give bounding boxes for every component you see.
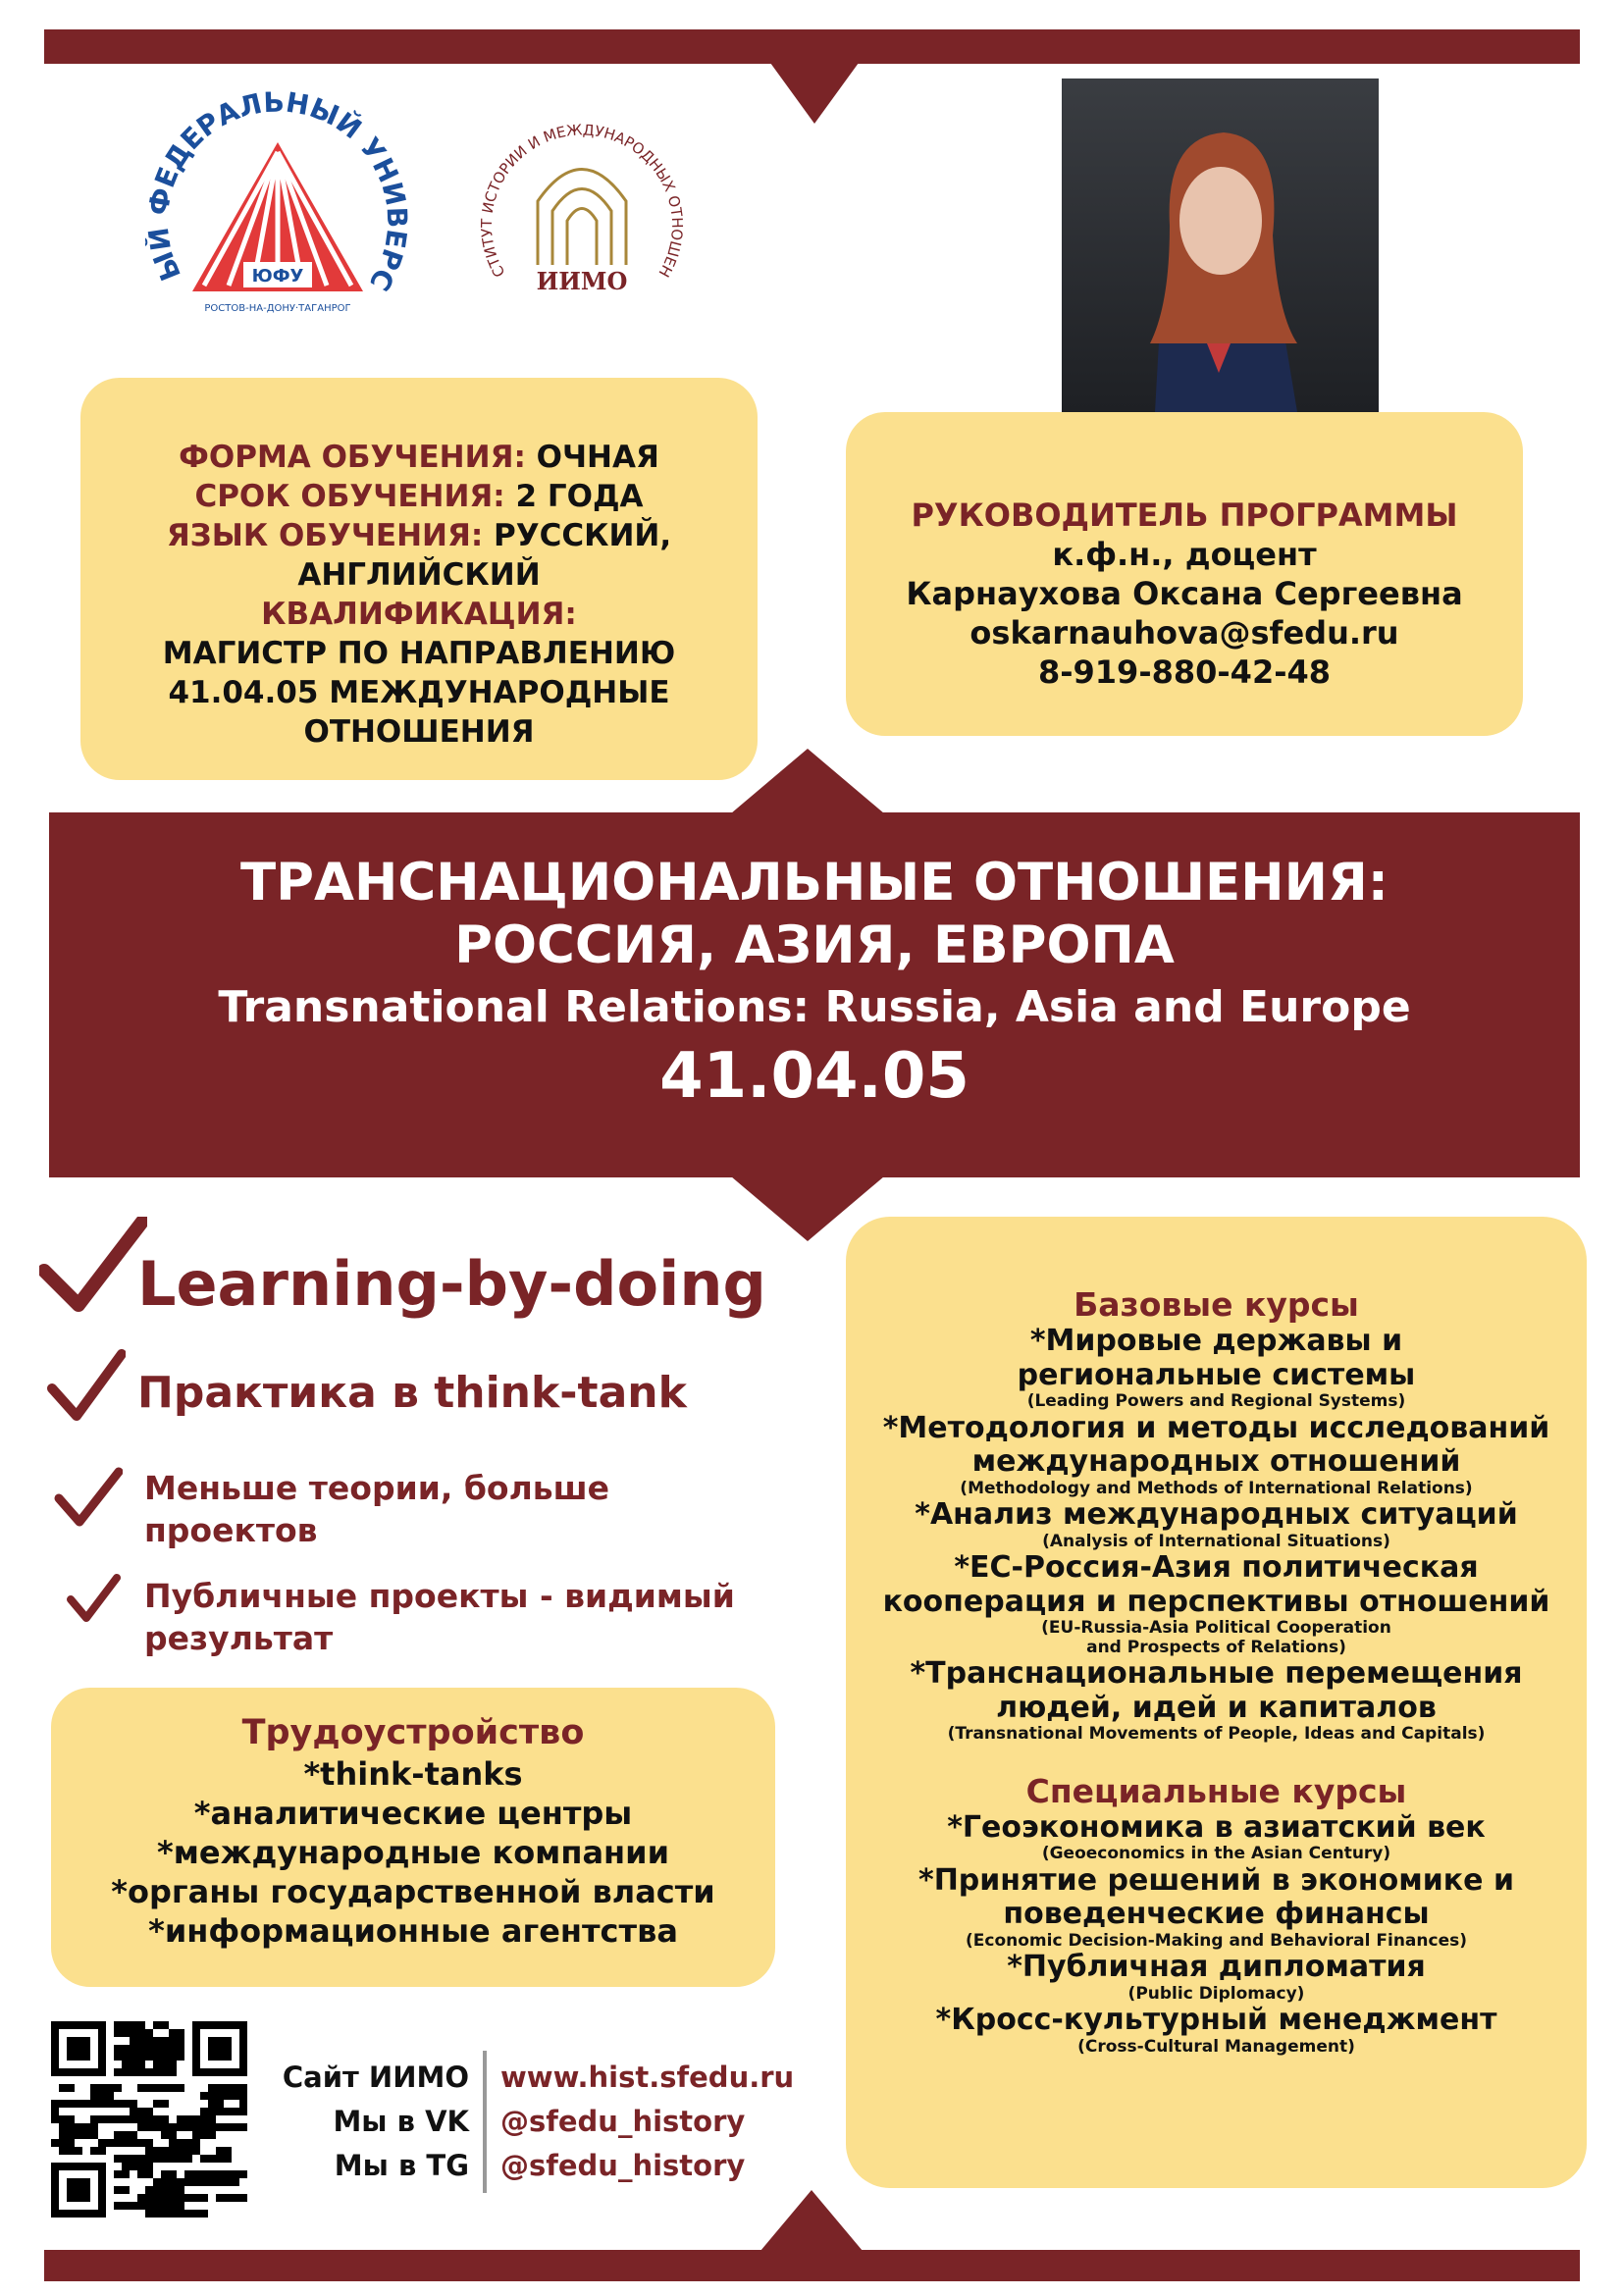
iimo-logo: [469, 108, 695, 334]
course-item: *Кросс-культурный менеджмент: [935, 2003, 1497, 2038]
feature-public-projects-1: Публичные проекты - видимый: [144, 1577, 735, 1615]
term-label: СРОК ОБУЧЕНИЯ:: [194, 479, 505, 514]
sfedu-city: РОСТОВ-НА-ДОНУ·ТАГАНРОГ: [204, 303, 351, 314]
employment-item: *think-tanks: [303, 1755, 523, 1793]
iimo-abbr: ИИМО: [536, 267, 628, 295]
banner-line-2: РОССИЯ, АЗИЯ, ЕВРОПА: [454, 915, 1175, 975]
employment-item: *аналитические центры: [193, 1795, 633, 1832]
course-item-en: (Analysis of International Situations): [1042, 1531, 1390, 1551]
program-head-photo: [1062, 78, 1379, 412]
program-head-text: [846, 496, 1523, 692]
contacts-values: [500, 2056, 794, 2188]
sfedu-abbr: ЮФУ: [251, 266, 304, 287]
tg-label: Мы в TG: [334, 2149, 469, 2182]
courses-text: [846, 1285, 1587, 2057]
lang-value-2: АНГЛИЙСКИЙ: [297, 557, 541, 593]
employment-title: Трудоустройство: [241, 1713, 585, 1752]
term-value: 2 ГОДА: [515, 479, 644, 514]
employment-text: [51, 1711, 775, 1951]
feature-learning-by-doing: Learning-by-doing: [137, 1248, 766, 1320]
vk-link[interactable]: @sfedu_history: [500, 2105, 746, 2138]
form-value: ОЧНАЯ: [536, 440, 659, 475]
bottom-bar-notch: [760, 2190, 863, 2251]
program-head-phone: 8-919-880-42-48: [1037, 653, 1332, 691]
base-courses-title: Базовые курсы: [1074, 1285, 1359, 1324]
feature-less-theory-1: Меньше теории, больше: [144, 1469, 610, 1507]
program-head-name: Карнаухова Оксана Сергеевна: [906, 575, 1463, 612]
course-item: людей, идей и капиталов: [996, 1690, 1437, 1725]
contacts-labels: [253, 2056, 469, 2188]
course-item-en: (EU-Russia-Asia Political Cooperation: [1041, 1618, 1391, 1639]
employment-item: *информационные агентства: [148, 1912, 678, 1950]
qr-code[interactable]: [51, 2021, 247, 2218]
course-item: *Принятие решений в экономике и: [918, 1862, 1514, 1898]
program-info-text: [80, 438, 758, 752]
banner-line-1: ТРАНСНАЦИОНАЛЬНЫЕ ОТНОШЕНИЯ:: [240, 853, 1388, 913]
site-link[interactable]: www.hist.sfedu.ru: [500, 2061, 795, 2094]
course-item-en: and Prospects of Relations): [1086, 1637, 1346, 1657]
course-item-en: (Economic Decision-Making and Behavioral Finances): [965, 1930, 1468, 1951]
employment-item: *международные компании: [157, 1834, 669, 1871]
program-head-title: РУКОВОДИТЕЛЬ ПРОГРАММЫ: [911, 496, 1458, 534]
check-icon: [39, 1217, 147, 1315]
course-item-en: (Transnational Movements of People, Ideas and Capitals): [947, 1724, 1486, 1745]
feature-less-theory-2: проектов: [144, 1511, 318, 1549]
course-item: *ЕС-Россия-Азия политическая: [954, 1550, 1479, 1586]
course-item-en: (Methodology and Methods of International Relations): [960, 1478, 1473, 1498]
top-bar-notch: [770, 63, 859, 124]
feature-public-projects-2: результат: [144, 1619, 334, 1657]
feature-public-projects: [144, 1575, 735, 1659]
employment-item: *органы государственной власти: [111, 1873, 715, 1910]
feature-think-tank: Практика в think-tank: [137, 1368, 687, 1418]
check-icon: [54, 1467, 123, 1528]
form-label: ФОРМА ОБУЧЕНИЯ:: [179, 440, 526, 475]
qual-value-1: МАГИСТР ПО НАПРАВЛЕНИЮ: [162, 636, 676, 671]
top-bar: [44, 29, 1580, 64]
course-item-en: (Public Diplomacy): [1127, 1983, 1305, 2004]
banner-line-3: Transnational Relations: Russia, Asia and Europe: [218, 982, 1411, 1032]
tg-link[interactable]: @sfedu_history: [500, 2149, 746, 2182]
sfedu-ring-text: ЫЙ ФЕДЕРАЛЬНЫЙ УНИВЕРС: [145, 85, 410, 296]
check-icon: [47, 1349, 126, 1423]
iimo-ring-text: СТИТУТ ИСТОРИИ И МЕЖДУНАРОДНЫХ ОТНОШЕН: [477, 121, 687, 281]
contacts-divider: [483, 2051, 487, 2193]
check-icon: [67, 1573, 121, 1624]
special-courses-title: Специальные курсы: [1025, 1771, 1407, 1810]
course-item: *Мировые державы и: [1029, 1324, 1403, 1358]
banner-top-notch: [731, 749, 884, 813]
vk-label: Мы в VK: [333, 2105, 469, 2138]
lang-value-1: РУССКИЙ,: [494, 518, 672, 553]
program-head-degree: к.ф.н., доцент: [1052, 536, 1317, 573]
svg-text:ИНСТИТУТ ИСТОРИИ И МЕЖДУНАРОДН: [469, 108, 686, 281]
title-banner-text: [49, 852, 1580, 1115]
banner-code: 41.04.05: [659, 1040, 969, 1113]
course-item: региональные системы: [1017, 1357, 1416, 1392]
feature-less-theory: [144, 1467, 609, 1551]
qual-value-3: ОТНОШЕНИЯ: [303, 714, 535, 750]
site-label: Сайт ИИМО: [282, 2061, 469, 2094]
course-item: поведенческие финансы: [1003, 1897, 1430, 1932]
course-item: *Методология и методы исследований: [882, 1410, 1550, 1445]
qual-label: КВАЛИФИКАЦИЯ:: [261, 597, 577, 632]
course-item: международных отношений: [971, 1444, 1461, 1480]
course-item: *Публичная дипломатия: [1007, 1950, 1426, 1985]
qual-value-2: 41.04.05 МЕЖДУНАРОДНЫЕ: [168, 675, 670, 710]
bottom-bar: [44, 2250, 1580, 2281]
course-item-en: (Geoeconomics in the Asian Century): [1041, 1844, 1391, 1864]
course-item: кооперация и перспективы отношений: [882, 1584, 1550, 1619]
program-head-email[interactable]: oskarnauhova@sfedu.ru: [969, 614, 1399, 652]
course-item: *Анализ международных ситуаций: [915, 1497, 1518, 1533]
course-item: *Геоэкономика в азиатский век: [947, 1809, 1486, 1845]
sfedu-logo: [145, 83, 410, 348]
course-item-en: (Cross-Cultural Management): [1077, 2036, 1355, 2057]
course-item-en: (Leading Powers and Regional Systems): [1026, 1391, 1406, 1411]
course-item: *Транснациональные перемещения: [910, 1656, 1523, 1692]
lang-label: ЯЗЫК ОБУЧЕНИЯ:: [166, 518, 484, 553]
